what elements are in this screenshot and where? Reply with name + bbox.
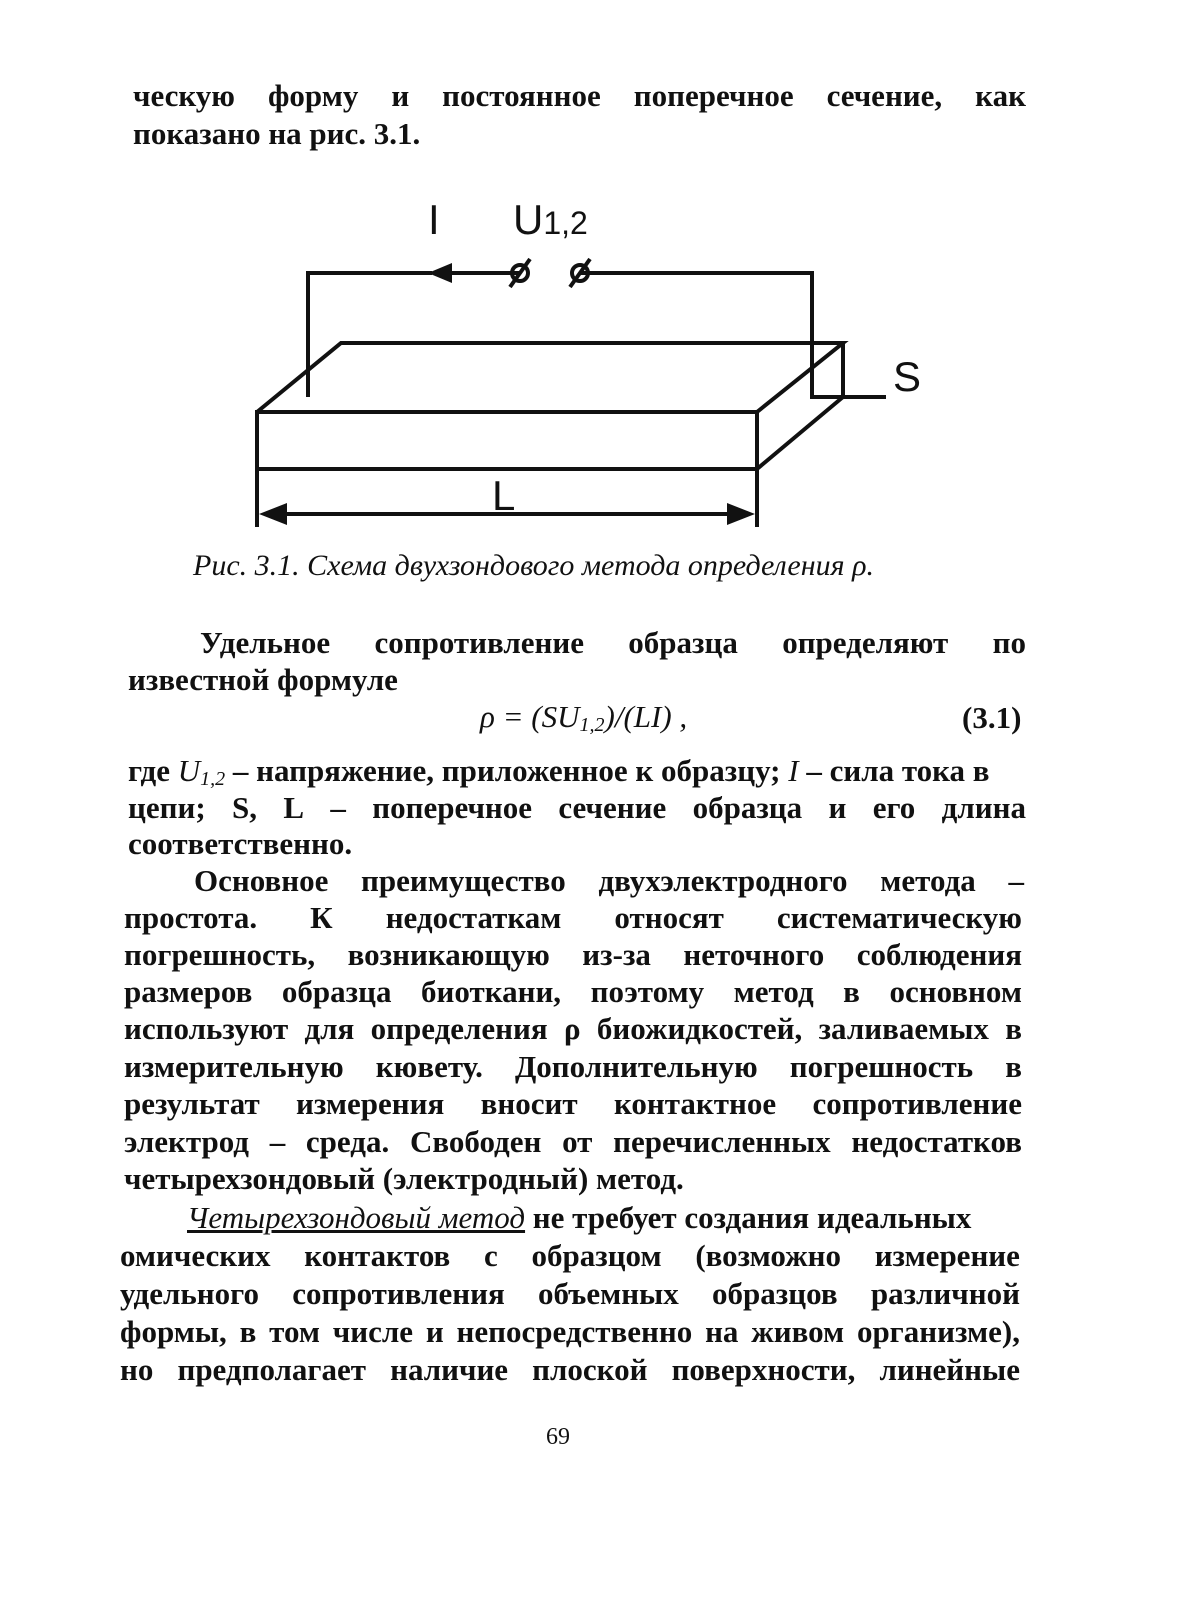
word: поперечное <box>633 78 794 113</box>
word: его <box>872 790 916 825</box>
para2-line-4 <box>124 974 1022 1010</box>
formula-number: (3.1) <box>962 700 1022 735</box>
word: в <box>239 1314 257 1349</box>
word: S, <box>232 790 258 825</box>
para2-line-2 <box>124 900 1022 936</box>
word: возникающую <box>347 937 550 972</box>
word: определяют <box>782 625 949 660</box>
word: кювету. <box>375 1049 483 1084</box>
word: омических <box>120 1238 271 1273</box>
para2-line-6 <box>124 1049 1022 1085</box>
label-length: L <box>492 472 516 519</box>
word: и <box>391 78 410 113</box>
formula-3-1: $\rho = (SU_{1,2})/(LI)$ , <box>480 699 688 736</box>
sample-top-face <box>257 343 843 412</box>
word: объемных <box>538 1276 679 1311</box>
word: наличие <box>390 1352 509 1387</box>
word: образцов <box>712 1276 838 1311</box>
para1-line-1 <box>200 625 1026 661</box>
word: – <box>330 790 346 825</box>
word: результат <box>124 1086 260 1121</box>
word: числе <box>332 1314 414 1349</box>
word: с <box>484 1238 498 1273</box>
word: перечисленных <box>613 1124 831 1159</box>
word: поэтому <box>590 974 705 1009</box>
word: метод <box>733 974 814 1009</box>
word: электрод <box>124 1124 249 1159</box>
word: сечение <box>558 790 667 825</box>
word: Дополнительную <box>514 1049 758 1084</box>
word: К <box>310 900 333 935</box>
word: используют <box>124 1011 289 1046</box>
sample-right-face <box>757 343 843 469</box>
word: непосредственно <box>456 1314 693 1349</box>
word: предполагает <box>177 1352 366 1387</box>
word: том <box>269 1314 320 1349</box>
word: по <box>992 625 1026 660</box>
word: цепи; <box>128 790 206 825</box>
left-probe-wire <box>308 273 432 397</box>
para1-line-2: известной формуле <box>128 662 398 697</box>
para3-line-4 <box>120 1314 1020 1350</box>
word: плоской <box>532 1352 648 1387</box>
cross-section-marker <box>812 343 843 397</box>
current-arrow-icon <box>428 263 452 283</box>
word: простота. <box>124 900 258 935</box>
word: двухэлектродного <box>598 863 848 898</box>
definitions-line-1: где $U_{1,2}$ – напряжение, приложенное к образцу; I – сила тока в <box>128 753 990 790</box>
word: в <box>1005 1049 1022 1084</box>
para2-line-7 <box>124 1086 1022 1122</box>
word: биоткани, <box>421 974 562 1009</box>
word: ρ <box>563 1011 581 1046</box>
word: среда. <box>305 1124 390 1159</box>
word: поперечное <box>372 790 533 825</box>
para3-line-1: Четырехзондовый метод не требует создания идеальных <box>187 1200 972 1235</box>
word: основном <box>889 974 1022 1009</box>
two-probe-diagram <box>0 0 1183 560</box>
word: L <box>283 790 305 825</box>
word: как <box>975 78 1026 113</box>
word: – <box>269 1124 286 1159</box>
page-number: 69 <box>546 1424 570 1450</box>
word: форму <box>267 78 359 113</box>
word: недостатков <box>851 1124 1022 1159</box>
sample-front-face <box>257 412 757 469</box>
word: поверхности, <box>671 1352 856 1387</box>
para3-line-3 <box>120 1276 1020 1312</box>
definitions-line-3: соответственно. <box>128 826 353 861</box>
definitions-line-2 <box>128 790 1026 826</box>
label-voltage: U1,2 <box>513 196 588 243</box>
word: контактов <box>304 1238 451 1273</box>
label-current: I <box>428 196 440 243</box>
para2-line-9: четырехзондовый (электродный) метод. <box>124 1161 684 1196</box>
word: и <box>425 1314 444 1349</box>
word: измерения <box>296 1086 445 1121</box>
word: погрешность, <box>124 937 316 972</box>
word: но <box>120 1352 154 1387</box>
word: линейные <box>879 1352 1020 1387</box>
word: – <box>1008 863 1024 898</box>
para2-line-5 <box>124 1011 1022 1047</box>
word: длина <box>941 790 1026 825</box>
word: Свободен <box>409 1124 542 1159</box>
word: Удельное <box>200 625 331 660</box>
word: преимущество <box>361 863 566 898</box>
word: формы, <box>120 1314 227 1349</box>
word: удельного <box>120 1276 259 1311</box>
word: постоянное <box>442 78 601 113</box>
word: Основное <box>194 863 329 898</box>
word: размеров <box>124 974 253 1009</box>
term-four-probe-method: Четырехзондовый метод <box>187 1200 526 1235</box>
para3-line-2 <box>120 1238 1020 1274</box>
label-cross-section: S <box>893 353 922 400</box>
word: сопротивление <box>374 625 584 660</box>
word: сечение, <box>826 78 943 113</box>
word: метода <box>880 863 976 898</box>
word: в <box>1005 1011 1022 1046</box>
para2-line-1 <box>194 863 1024 899</box>
para2-line-8 <box>124 1124 1022 1160</box>
length-arrow-right-icon <box>727 503 755 525</box>
word: соблюдения <box>856 937 1022 972</box>
word: (возможно <box>695 1238 841 1273</box>
word: ческую <box>133 78 235 113</box>
word: недостаткам <box>385 900 562 935</box>
word: образца <box>281 974 392 1009</box>
word: образца <box>692 790 803 825</box>
figure-caption: Рис. 3.1. Схема двухзондового метода определения ρ. <box>193 549 874 582</box>
word: систематическую <box>776 900 1022 935</box>
word: в <box>843 974 860 1009</box>
word: определения <box>370 1011 548 1046</box>
word: контактное <box>613 1086 777 1121</box>
word: из-за <box>582 937 651 972</box>
word: биожидкостей, <box>596 1011 803 1046</box>
word: на <box>705 1314 739 1349</box>
word: живом <box>751 1314 845 1349</box>
word: вносит <box>480 1086 578 1121</box>
word: сопротивление <box>812 1086 1022 1121</box>
right-probe-wire <box>580 273 812 397</box>
word: от <box>562 1124 593 1159</box>
word: образца <box>628 625 738 660</box>
word: образцом <box>531 1238 662 1273</box>
word: и <box>828 790 847 825</box>
word: измерительную <box>124 1049 344 1084</box>
word: организме), <box>856 1314 1020 1349</box>
word: неточного <box>683 937 825 972</box>
para3-line-5 <box>120 1352 1020 1388</box>
word: сопротивления <box>292 1276 505 1311</box>
word: заливаемых <box>818 1011 989 1046</box>
word: измерение <box>874 1238 1020 1273</box>
para2-line-3 <box>124 937 1022 973</box>
word: погрешность <box>789 1049 974 1084</box>
word: различной <box>870 1276 1020 1311</box>
length-arrow-left-icon <box>259 503 287 525</box>
word: для <box>304 1011 355 1046</box>
word: относят <box>614 900 724 935</box>
top-line-2: показано на рис. 3.1. <box>133 116 421 151</box>
